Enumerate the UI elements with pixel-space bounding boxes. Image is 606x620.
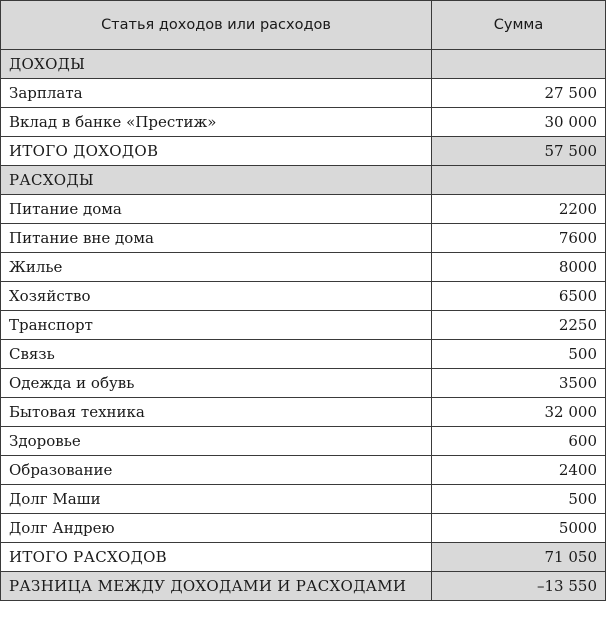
row-amount: 27 500 xyxy=(432,79,606,108)
row-name: Питание вне дома xyxy=(1,224,432,253)
difference-row xyxy=(1,572,606,601)
income-total-row xyxy=(1,137,606,166)
row-name: Образование xyxy=(1,456,432,485)
row-name: Связь xyxy=(1,340,432,369)
table-row xyxy=(1,79,606,108)
row-name: Питание дома xyxy=(1,195,432,224)
expenses-section-row xyxy=(1,166,606,195)
row-amount: 600 xyxy=(432,427,606,456)
row-amount: 2200 xyxy=(432,195,606,224)
row-name: Бытовая техника xyxy=(1,398,432,427)
row-name: Вклад в банке «Престиж» xyxy=(1,108,432,137)
row-amount: 32 000 xyxy=(432,398,606,427)
header-amount-column: Сумма xyxy=(432,1,606,50)
table-row xyxy=(1,253,606,282)
income-total-label: ИТОГО ДОХОДОВ xyxy=(1,137,432,166)
expenses-total-amount: 71 050 xyxy=(432,543,606,572)
row-amount: 30 000 xyxy=(432,108,606,137)
table-row xyxy=(1,108,606,137)
row-name: Долг Маши xyxy=(1,485,432,514)
row-amount: 500 xyxy=(432,340,606,369)
income-section-row xyxy=(1,50,606,79)
row-name: Зарплата xyxy=(1,79,432,108)
expenses-section-label: РАСХОДЫ xyxy=(1,166,432,195)
table-row xyxy=(1,514,606,543)
row-name: Долг Андрею xyxy=(1,514,432,543)
row-name: Одежда и обувь xyxy=(1,369,432,398)
table-row xyxy=(1,311,606,340)
table-row xyxy=(1,485,606,514)
table-row xyxy=(1,195,606,224)
row-name: Транспорт xyxy=(1,311,432,340)
row-amount: 2250 xyxy=(432,311,606,340)
expenses-total-row xyxy=(1,543,606,572)
row-name: Жилье xyxy=(1,253,432,282)
row-amount: 2400 xyxy=(432,456,606,485)
header-item-column: Статья доходов или расходов xyxy=(1,1,432,50)
table-row xyxy=(1,224,606,253)
income-section-label: ДОХОДЫ xyxy=(1,50,432,79)
row-amount: 5000 xyxy=(432,514,606,543)
row-amount: 8000 xyxy=(432,253,606,282)
table-row xyxy=(1,340,606,369)
income-total-amount: 57 500 xyxy=(432,137,606,166)
difference-amount: –13 550 xyxy=(432,572,606,601)
row-amount: 500 xyxy=(432,485,606,514)
expenses-total-label: ИТОГО РАСХОДОВ xyxy=(1,543,432,572)
table-row xyxy=(1,398,606,427)
difference-label: РАЗНИЦА МЕЖДУ ДОХОДАМИ И РАСХОДАМИ xyxy=(1,572,432,601)
row-amount: 7600 xyxy=(432,224,606,253)
table-row xyxy=(1,369,606,398)
table-row xyxy=(1,427,606,456)
row-amount: 6500 xyxy=(432,282,606,311)
table-row xyxy=(1,456,606,485)
row-name: Здоровье xyxy=(1,427,432,456)
expenses-section-empty-cell xyxy=(432,166,606,195)
row-name: Хозяйство xyxy=(1,282,432,311)
income-section-empty-cell xyxy=(432,50,606,79)
header-row xyxy=(1,1,606,50)
table-row xyxy=(1,282,606,311)
row-amount: 3500 xyxy=(432,369,606,398)
